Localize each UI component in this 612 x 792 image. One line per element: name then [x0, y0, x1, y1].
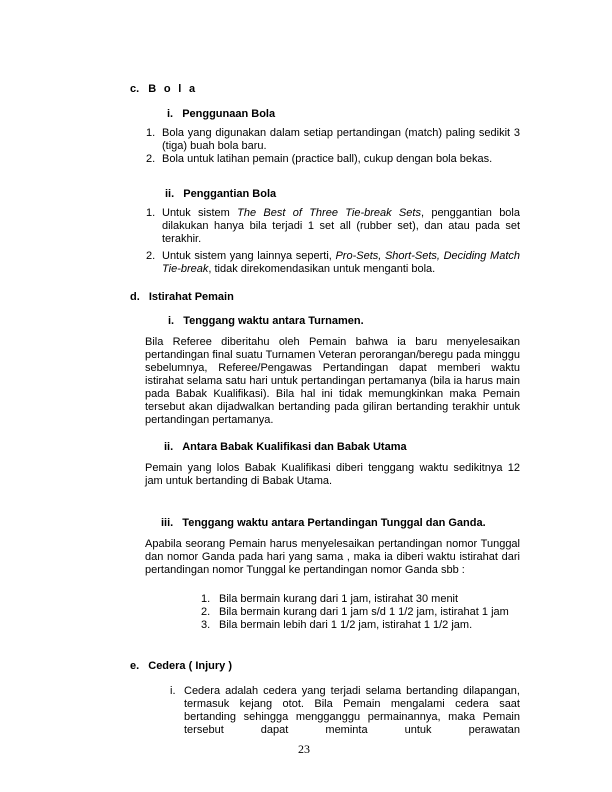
- list-item-number: 2.: [146, 153, 156, 165]
- italic-text-run: Pro-Sets, Short-Sets, Deciding Match Tie-break: [162, 250, 520, 275]
- subsection-d-iii-title: Tenggang waktu antara Pertandingan Tunggal dan Ganda.: [182, 517, 486, 529]
- list-item-text: [162, 250, 520, 276]
- paragraph: Bila Referee diberitahu oleh Pemain bahwa ia baru menyelesaikan pertandingan final suatu Turnamen Veteran perorangan/beregu pada minggu sebelumnya, Referee/Pengawas Pertandingan dapat memberi waktu istirahat selama satu hari untuk pertandingan pertamanya (bila ia harus main pada Babak Kualifikasi). Bila hal ini tidak memungkinkan maka Pemain tersebut akan dijadwalkan bertanding pada giliran bertanding terakhir untuk pertandingan pertamanya.: [145, 336, 520, 426]
- text-run: , penggantian bola dilakukan hanya bila terjadi 1 set all (rubber set), dan atau pada set terakhir.: [162, 207, 520, 245]
- list-item-number: 1.: [201, 593, 211, 605]
- subsection-d-i-heading: [168, 315, 364, 328]
- paragraph: Apabila seorang Pemain harus menyelesaikan pertandingan nomor Tunggal dan nomor Ganda pada hari yang sama , maka ia diberi waktu istirahat dari pertandingan nomor Tunggal ke pertandingan nomor Ganda sbb :: [145, 538, 520, 576]
- section-d-title: Istirahat Pemain: [148, 291, 234, 303]
- section-d-heading: [130, 291, 234, 304]
- list-item-number: 2.: [201, 606, 211, 618]
- section-c-title: B o l a: [148, 83, 198, 95]
- list-item-text: Bila bermain kurang dari 1 jam, istirahat 30 menit: [219, 593, 459, 605]
- list-item-text: Bola yang digunakan dalam setiap pertandingan (match) paling sedikit 3 (tiga) buah bola baru.: [162, 127, 520, 152]
- list-item-number: i.: [170, 685, 176, 697]
- subsection-c-ii-label: ii.: [165, 188, 175, 200]
- subsection-d-i-label: i.: [168, 315, 175, 327]
- subsection-d-ii-label: ii.: [164, 441, 174, 453]
- paragraph: Pemain yang lolos Babak Kualifikasi diberi tenggang waktu sedikitnya 12 jam untuk bertanding di Babak Utama.: [145, 462, 520, 487]
- subsection-c-i-heading: [167, 108, 275, 121]
- list-item-text: [162, 207, 520, 246]
- subsection-c-i-title: Penggunaan Bola: [182, 108, 276, 120]
- subsection-c-ii-heading: [165, 188, 276, 201]
- section-e-label: e.: [130, 660, 140, 672]
- text-run: Untuk sistem yang lainnya seperti,: [162, 250, 336, 262]
- list-item-number: 3.: [201, 619, 211, 631]
- list-item-number: 1.: [146, 127, 156, 139]
- italic-text-run: The Best of Three Tie-break Sets: [237, 207, 421, 219]
- subsection-d-ii-heading: [164, 441, 407, 454]
- subsection-d-iii-label: iii.: [161, 517, 174, 529]
- section-c-heading: [130, 83, 197, 96]
- list-item-text: Bila bermain kurang dari 1 jam s/d 1 1/2 jam, istirahat 1 jam: [219, 606, 509, 618]
- subsection-d-iii-heading: [161, 517, 486, 530]
- text-run: , tidak direkomendasikan untuk menganti bola.: [208, 263, 436, 275]
- section-d-label: d.: [130, 291, 140, 303]
- subsection-c-i-label: i.: [167, 108, 174, 120]
- list-item-number: 1.: [146, 207, 156, 219]
- subsection-d-i-title: Tenggang waktu antara Turnamen.: [183, 315, 364, 327]
- subsection-d-ii-title: Antara Babak Kualifikasi dan Babak Utama: [182, 441, 407, 453]
- list-item-text: Bila bermain lebih dari 1 1/2 jam, istirahat 1 1/2 jam.: [219, 619, 473, 631]
- page-number: 23: [298, 742, 310, 756]
- text-run: Untuk sistem: [162, 207, 238, 219]
- list-item-text: Bola untuk latihan pemain (practice ball), cukup dengan bola bekas.: [162, 153, 493, 165]
- section-e-heading: [130, 660, 232, 673]
- list-item-text: Cedera adalah cedera yang terjadi selama bertanding dilapangan, termasuk kejang otot. Bila Pemain mengalami cedera saat bertanding sehingga mengganggu permainannya, maka Pemain tersebut dapat meminta untuk perawatan: [184, 685, 520, 736]
- section-e-title: Cedera ( Injury ): [148, 660, 232, 672]
- list-item-number: 2.: [146, 250, 156, 262]
- subsection-c-ii-title: Penggantian Bola: [183, 188, 277, 200]
- section-c-label: c.: [130, 83, 140, 95]
